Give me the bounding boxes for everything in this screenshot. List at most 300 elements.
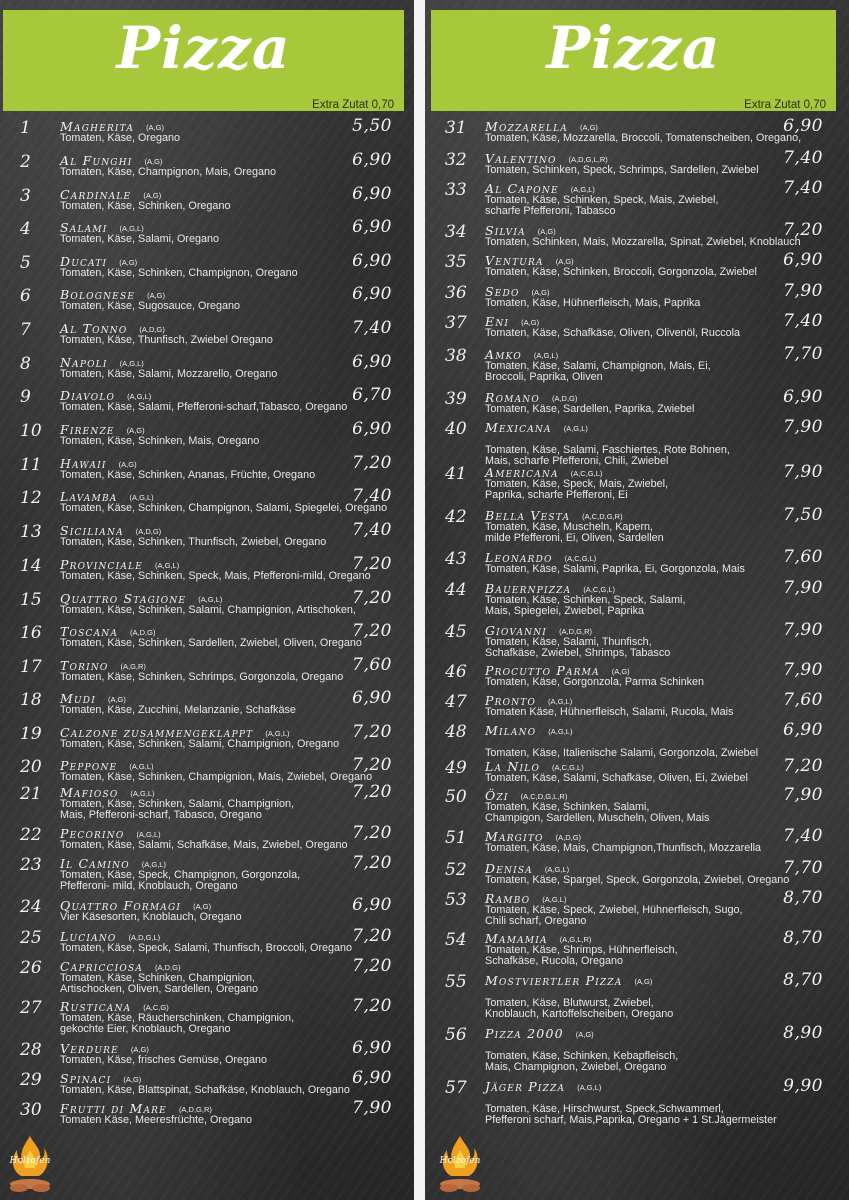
menu-item xyxy=(425,252,849,282)
item-number: 13 xyxy=(20,522,42,542)
item-name-text: Leonardo xyxy=(485,550,553,565)
item-number: 10 xyxy=(20,421,42,441)
item-ingredients: Tomaten Käse, Meeresfrüchte, Oregano xyxy=(60,1114,253,1126)
allergen-codes: (A,C,G,L) xyxy=(570,469,603,478)
item-price: 6,90 xyxy=(783,720,823,740)
allergen-codes: (A,G) xyxy=(130,1045,149,1054)
item-name-text: Amko xyxy=(485,347,522,362)
item-ingredients: Tomaten, Käse, Schinken, Salami, Champigon, Sardellen, Muscheln, Oliven, Mais xyxy=(485,801,710,824)
menu-item xyxy=(425,549,849,579)
menu-item xyxy=(0,1070,414,1100)
page-title: Pizza xyxy=(116,14,291,82)
item-number: 51 xyxy=(445,828,467,848)
allergen-codes: (A,G,L) xyxy=(198,595,223,604)
item-number: 39 xyxy=(445,389,467,409)
item-ingredients: Tomaten, Käse, Schinken, Champignon, Salami, Spiegelei, Oregano xyxy=(60,502,388,514)
item-price: 6,90 xyxy=(352,895,392,915)
item-name-text: Provinciale xyxy=(60,557,144,572)
item-name-text: Denisa xyxy=(485,861,533,876)
item-ingredients: Tomaten, Käse, Schinken, Speck, Salami, Mais, Spiegelei, Zwiebel, Paprika xyxy=(485,594,686,617)
item-number: 30 xyxy=(20,1100,42,1120)
item-number: 7 xyxy=(20,320,31,340)
menu-item xyxy=(0,782,414,821)
allergen-codes: (A,G) xyxy=(144,157,163,166)
menu-item xyxy=(0,421,414,451)
menu-item xyxy=(0,186,414,216)
allergen-codes: (A,G,L) xyxy=(577,1083,602,1092)
allergen-codes: (A,G,L) xyxy=(136,830,161,839)
item-price: 7,40 xyxy=(352,520,392,540)
menu-item xyxy=(0,354,414,384)
item-number: 27 xyxy=(20,998,42,1018)
item-number: 57 xyxy=(445,1078,467,1098)
item-ingredients: Tomaten, Käse, Blattspinat, Schafkäse, Knoblauch, Oregano xyxy=(60,1084,350,1096)
item-price: 5,50 xyxy=(352,116,392,136)
item-ingredients: Tomaten, Käse, Schinken, Salami, Champignion, Mais, Pfefferoni-scharf, Tabasco, Oregano xyxy=(60,798,295,821)
menu-item xyxy=(0,556,414,586)
item-ingredients: Tomaten, Käse, Sardellen, Paprika, Zwiebel xyxy=(485,403,695,415)
item-number: 53 xyxy=(445,890,467,910)
item-ingredients: Tomaten, Käse, Schinken, Thunfisch, Zwiebel, Oregano xyxy=(60,536,327,548)
item-ingredients: Tomaten, Käse, frisches Gemüse, Oregano xyxy=(60,1054,268,1066)
item-name-text: Diavolo xyxy=(60,388,116,403)
item-number: 4 xyxy=(20,219,31,239)
item-ingredients: Tomaten, Käse, Salami, Paprika, Ei, Gorgonzola, Mais xyxy=(485,563,745,575)
item-number: 46 xyxy=(445,662,467,682)
allergen-codes: (A,C,G,L) xyxy=(564,554,597,563)
item-name-text: Giovanni xyxy=(485,623,548,638)
item-price: 6,90 xyxy=(352,419,392,439)
menu-item xyxy=(425,462,849,501)
allergen-codes: (A,G) xyxy=(107,695,126,704)
item-price: 6,90 xyxy=(352,184,392,204)
item-name-text: Peppone xyxy=(60,758,118,773)
item-price: 7,20 xyxy=(352,588,392,608)
item-price: 7,90 xyxy=(783,417,823,437)
item-number: 3 xyxy=(20,186,31,206)
item-ingredients: Tomaten, Käse, Salami, Thunfisch, Schafkäse, Zwiebel, Shrimps, Tabasco xyxy=(485,636,671,659)
item-number: 23 xyxy=(20,855,42,875)
item-number: 20 xyxy=(20,757,42,777)
menu-item xyxy=(0,657,414,687)
menu-item xyxy=(0,825,414,855)
menu-item xyxy=(0,152,414,182)
menu-item xyxy=(0,724,414,754)
item-number: 17 xyxy=(20,657,42,677)
item-name xyxy=(485,420,588,435)
item-number: 8 xyxy=(20,354,31,374)
holzofen-logo-icon xyxy=(5,1132,55,1194)
item-number: 24 xyxy=(20,897,42,917)
item-ingredients: Tomaten, Käse, Schinken, Mais, Oregano xyxy=(60,435,260,447)
item-ingredients: Tomaten, Käse, Schinken, Ananas, Früchte, Oregano xyxy=(60,469,316,481)
item-name-text: Bauernpizza xyxy=(485,581,572,596)
menu-item xyxy=(0,897,414,927)
item-name-text: Americana xyxy=(485,465,559,480)
allergen-codes: (A,G,L,R) xyxy=(559,935,592,944)
allergen-codes: (A,G) xyxy=(531,288,550,297)
item-name-text: Milano xyxy=(485,723,537,738)
allergen-codes: (A,G,L) xyxy=(141,860,166,869)
item-price: 6,90 xyxy=(352,1038,392,1058)
menu-item xyxy=(0,690,414,720)
item-price: 7,50 xyxy=(783,505,823,525)
item-number: 14 xyxy=(20,556,42,576)
menu-panel-right xyxy=(425,0,849,1200)
item-ingredients: Tomaten, Käse, Italienische Salami, Gorgonzola, Zwiebel xyxy=(485,747,759,759)
item-price: 6,90 xyxy=(783,250,823,270)
item-name-text: Jäger Pizza xyxy=(485,1079,566,1094)
page-title: Pizza xyxy=(546,14,721,82)
item-name-text: Rusticana xyxy=(60,999,132,1014)
item-price: 7,20 xyxy=(352,996,392,1016)
menu-item xyxy=(0,118,414,148)
menu-item xyxy=(425,344,849,383)
menu-item xyxy=(0,1040,414,1070)
item-name-text: Mostviertler Pizza xyxy=(485,973,623,988)
item-ingredients: Tomaten, Käse, Shrimps, Hühnerfleisch, Schafkäse, Rucola, Oregano xyxy=(485,944,678,967)
item-name-text: Magherita xyxy=(60,119,135,134)
logo-text: Holzofen xyxy=(439,1156,481,1166)
item-number: 32 xyxy=(445,150,467,170)
menu-item xyxy=(0,956,414,995)
menu-item xyxy=(425,662,849,692)
allergen-codes: (A,G,L) xyxy=(127,392,152,401)
menu-item xyxy=(0,219,414,249)
item-price: 7,20 xyxy=(352,755,392,775)
item-price: 8,70 xyxy=(783,888,823,908)
allergen-codes: (A,G) xyxy=(579,123,598,132)
item-price: 6,90 xyxy=(352,217,392,237)
menu-item xyxy=(425,860,849,890)
item-number: 55 xyxy=(445,972,467,992)
menu-item xyxy=(425,389,849,419)
menu-item xyxy=(425,313,849,343)
item-price: 7,20 xyxy=(352,722,392,742)
item-price: 7,40 xyxy=(783,311,823,331)
allergen-codes: (A,G) xyxy=(146,123,164,132)
allergen-codes: (A,C,D,G,R) xyxy=(582,512,623,521)
allergen-codes: (A,D,G) xyxy=(135,527,162,536)
item-price: 9,90 xyxy=(783,1076,823,1096)
item-name xyxy=(485,1026,594,1041)
allergen-codes: (A,C,G,L) xyxy=(583,585,615,594)
allergen-codes: (A,C,G) xyxy=(143,1003,169,1012)
item-number: 29 xyxy=(20,1070,42,1090)
item-ingredients: Tomaten, Käse, Salami, Faschiertes, Rote Bohnen, Mais, scharfe Pfefferoni, Chili, Zwiebel xyxy=(485,444,730,467)
item-ingredients: Tomaten, Käse, Schinken, Salami, Champignion, Oregano xyxy=(60,738,340,750)
menu-item xyxy=(0,623,414,653)
menu-item xyxy=(0,590,414,620)
item-price: 7,20 xyxy=(352,823,392,843)
allergen-codes: (A,G,L) xyxy=(533,351,559,360)
allergen-codes: (A,G,L) xyxy=(129,493,154,502)
item-name-text: Pizza 2000 xyxy=(485,1026,564,1041)
item-name-text: Bella Vesta xyxy=(485,508,571,523)
item-price: 7,90 xyxy=(783,578,823,598)
allergen-codes: (A,C,D,G,L,R) xyxy=(520,792,568,801)
allergen-codes: (A,G) xyxy=(147,291,166,300)
item-price: 7,90 xyxy=(783,281,823,301)
menu-item xyxy=(425,417,849,467)
item-price: 6,90 xyxy=(352,251,392,271)
item-number: 34 xyxy=(445,222,467,242)
allergen-codes: (A,G) xyxy=(119,258,138,267)
item-number: 42 xyxy=(445,507,467,527)
item-name-text: Mudi xyxy=(60,691,96,706)
item-name-text: Romano xyxy=(485,390,540,405)
item-name-text: Toscana xyxy=(60,624,119,639)
item-ingredients: Tomaten, Käse, Champignon, Mais, Oregano xyxy=(60,166,277,178)
allergen-codes: (A,D,G,L,R) xyxy=(568,155,608,164)
allergen-codes: (A,G) xyxy=(193,902,212,911)
allergen-codes: (A,G,L) xyxy=(542,895,567,904)
item-name-text: Ventura xyxy=(485,253,544,268)
menu-item xyxy=(425,828,849,858)
allergen-codes: (A,G,L) xyxy=(563,424,588,433)
item-ingredients: Tomaten, Käse, Schinken, Broccoli, Gorgonzola, Zwiebel xyxy=(485,266,757,278)
extra-topping-price: Extra Zutat 0,70 xyxy=(312,99,394,111)
item-name-text: Mamamia xyxy=(485,931,548,946)
item-name-text: Mafioso xyxy=(60,785,119,800)
item-ingredients: Tomaten, Käse, Schinken, Champignon, Oregano xyxy=(60,267,298,279)
item-price: 7,90 xyxy=(783,660,823,680)
extra-topping-price: Extra Zutat 0,70 xyxy=(744,99,826,111)
item-name-text: Capricciosa xyxy=(60,959,144,974)
header-banner xyxy=(3,10,404,111)
item-ingredients: Tomaten, Käse, Salami, Pfefferoni-scharf,Tabasco, Oregano xyxy=(60,401,348,413)
menu-item xyxy=(0,253,414,283)
item-number: 26 xyxy=(20,958,42,978)
item-name-text: Ducati xyxy=(60,254,108,269)
menu-item xyxy=(0,928,414,958)
item-price: 7,20 xyxy=(352,453,392,473)
item-ingredients: Tomaten, Käse, Schinken, Schrimps, Gorgonzola, Oregano xyxy=(60,671,344,683)
item-number: 52 xyxy=(445,860,467,880)
item-ingredients: Vier Käsesorten, Knoblauch, Oregano xyxy=(60,911,242,923)
item-price: 7,20 xyxy=(783,756,823,776)
allergen-codes: (A,G,L) xyxy=(119,224,144,233)
item-name-text: Valentino xyxy=(485,151,557,166)
menu-item xyxy=(0,488,414,518)
allergen-codes: (A,G,L) xyxy=(544,865,570,874)
allergen-codes: (A,C,G,L) xyxy=(552,763,584,772)
item-ingredients: Tomaten, Käse, Thunfisch, Zwiebel Oregano xyxy=(60,334,273,346)
menu-item xyxy=(425,888,849,927)
allergen-codes: (A,G) xyxy=(118,460,137,469)
allergen-codes: (A,G,R) xyxy=(120,662,146,671)
item-price: 7,60 xyxy=(783,690,823,710)
item-price: 7,90 xyxy=(352,1098,392,1118)
item-number: 35 xyxy=(445,252,467,272)
item-name xyxy=(485,973,652,988)
item-number: 56 xyxy=(445,1025,467,1045)
item-number: 2 xyxy=(20,152,31,172)
allergen-codes: (A,G) xyxy=(123,1075,142,1084)
menu-item xyxy=(0,853,414,892)
item-price: 7,90 xyxy=(783,620,823,640)
allergen-codes: (A,D,G,R) xyxy=(559,627,592,636)
item-price: 6,90 xyxy=(352,352,392,372)
item-name-text: Al Funghi xyxy=(60,153,133,168)
menu-item xyxy=(425,505,849,544)
item-price: 7,40 xyxy=(352,486,392,506)
allergen-codes: (A,G) xyxy=(634,977,653,986)
item-ingredients: Tomaten, Käse, Salami, Mozzarello, Oregano xyxy=(60,368,278,380)
item-price: 7,20 xyxy=(352,554,392,574)
item-number: 45 xyxy=(445,622,467,642)
allergen-codes: (A,D,G) xyxy=(155,963,181,972)
menu-item xyxy=(425,178,849,217)
item-ingredients: Tomaten, Käse, Hirschwurst, Speck,Schwammerl, Pfefferoni scharf, Mais,Paprika, Oregano + 1 St.Jägermeister xyxy=(485,1103,777,1126)
allergen-codes: (A,D,G) xyxy=(139,325,165,334)
item-name-text: Luciano xyxy=(60,929,117,944)
item-name xyxy=(485,1079,601,1094)
item-price: 7,60 xyxy=(352,655,392,675)
menu-item xyxy=(0,387,414,417)
item-ingredients: Tomaten, Käse, Mozzarella, Broccoli, Tomatenscheiben, Oregano, xyxy=(485,132,802,144)
item-number: 37 xyxy=(445,313,467,333)
item-price: 8,90 xyxy=(783,1023,823,1043)
menu-item xyxy=(425,118,849,148)
item-ingredients: Tomaten, Käse, Schinken, Speck, Mais, Pfefferoni-mild, Oregano xyxy=(60,570,371,582)
item-ingredients: Tomaten, Käse, Salami, Schafkäse, Oliven, Ei, Zwiebel xyxy=(485,772,748,784)
menu-item xyxy=(425,578,849,617)
item-name-text: Pecorino xyxy=(60,826,125,841)
item-name-text: Eni xyxy=(485,314,510,329)
item-ingredients: Tomaten, Käse, Schinken, Sardellen, Zwiebel, Oliven, Oregano xyxy=(60,637,362,649)
allergen-codes: (A,D,G) xyxy=(130,628,156,637)
item-ingredients: Tomaten, Käse, Schinken, Kebapfleisch, Mais, Champignon, Zwiebel, Oregano xyxy=(485,1050,679,1073)
item-number: 33 xyxy=(445,180,467,200)
menu-item xyxy=(425,283,849,313)
item-name-text: Napoli xyxy=(60,355,108,370)
item-name-text: Al Tonno xyxy=(60,321,128,336)
allergen-codes: (A,D,G) xyxy=(551,394,578,403)
item-name-text: Özi xyxy=(485,788,509,803)
menu-item xyxy=(0,320,414,350)
item-number: 43 xyxy=(445,549,467,569)
item-name-text: Spinaci xyxy=(60,1071,112,1086)
item-ingredients: Tomaten, Käse, Schinken, Speck, Mais, Zwiebel, scharfe Pfefferoni, Tabasco xyxy=(485,194,719,217)
item-number: 15 xyxy=(20,590,42,610)
allergen-codes: (A,G,L) xyxy=(119,359,144,368)
menu-item xyxy=(425,620,849,659)
allergen-codes: (A,D,G,R) xyxy=(178,1105,212,1114)
item-number: 47 xyxy=(445,692,467,712)
item-price: 6,90 xyxy=(352,688,392,708)
item-ingredients: Tomaten, Käse, Muscheln, Kapern, milde Pfefferoni, Ei, Oliven, Sardellen xyxy=(485,521,664,544)
item-name-text: Frutti di Mare xyxy=(60,1101,167,1116)
item-number: 5 xyxy=(20,253,31,273)
allergen-codes: (A,G,L) xyxy=(548,727,573,736)
menu-item xyxy=(425,222,849,252)
item-name-text: Verdure xyxy=(60,1041,119,1056)
item-price: 7,70 xyxy=(783,858,823,878)
item-name-text: Siciliana xyxy=(60,523,124,538)
header-banner xyxy=(431,10,836,111)
item-number: 41 xyxy=(445,464,467,484)
item-name-text: Firenze xyxy=(60,422,115,437)
allergen-codes: (A,G,L) xyxy=(129,762,154,771)
menu-item xyxy=(425,785,849,824)
allergen-codes: (A,G) xyxy=(555,257,574,266)
item-ingredients: Tomaten, Käse, Schinken, Champignion, Artischocken, Oliven, Sardellen, Oregano xyxy=(60,972,259,995)
item-number: 50 xyxy=(445,787,467,807)
item-price: 6,90 xyxy=(783,116,823,136)
item-price: 6,90 xyxy=(783,387,823,407)
item-number: 11 xyxy=(20,455,42,475)
item-number: 21 xyxy=(20,784,42,804)
logo-text: Holzofen xyxy=(9,1156,51,1166)
item-price: 6,90 xyxy=(352,1068,392,1088)
item-name-text: Mexicana xyxy=(485,420,552,435)
item-name-text: Pronto xyxy=(485,693,537,708)
item-name-text: Quattro Stagione xyxy=(60,591,187,606)
item-ingredients: Tomaten, Schinken, Speck, Schrimps, Sardellen, Zwiebel xyxy=(485,164,759,176)
menu-item xyxy=(0,455,414,485)
item-name-text: Rambo xyxy=(485,891,531,906)
item-number: 40 xyxy=(445,419,467,439)
allergen-codes: (A,G) xyxy=(575,1030,594,1039)
item-price: 7,20 xyxy=(352,926,392,946)
menu-item xyxy=(425,1023,849,1073)
item-ingredients: Tomaten, Käse, Schinken, Salami, Champignion, Artischoken, xyxy=(60,604,356,616)
menu-item xyxy=(0,996,414,1035)
item-name-text: Salami xyxy=(60,220,108,235)
item-ingredients: Tomaten, Käse, Salami, Champignon, Mais, Ei, Broccoli, Paprika, Oliven xyxy=(485,360,711,383)
allergen-codes: (A,G,L) xyxy=(130,789,155,798)
menu-item xyxy=(0,1100,414,1130)
item-ingredients: Tomaten, Käse, Zucchini, Melanzanie, Schafkäse xyxy=(60,704,296,716)
item-name-text: Torino xyxy=(60,658,109,673)
item-number: 48 xyxy=(445,722,467,742)
item-name-text: Calzone zusammengeklappt xyxy=(60,725,254,740)
menu-item xyxy=(425,692,849,722)
item-number: 12 xyxy=(20,488,42,508)
item-number: 31 xyxy=(445,118,467,138)
menu-item xyxy=(425,758,849,788)
menu-item xyxy=(425,928,849,967)
allergen-codes: (A,G) xyxy=(126,426,145,435)
item-ingredients: Tomaten, Käse, Salami, Schafkäse, Mais, Zwiebel, Oregano xyxy=(60,839,348,851)
item-price: 7,60 xyxy=(783,547,823,567)
item-ingredients: Tomaten, Käse, Speck, Champignon, Gorgonzola, Pfefferoni- mild, Knoblauch, Oregano xyxy=(60,869,301,892)
item-name-text: Hawaii xyxy=(60,456,107,471)
item-price: 7,40 xyxy=(783,826,823,846)
item-name-text: Cardinale xyxy=(60,187,132,202)
menu-item xyxy=(425,150,849,180)
item-number: 36 xyxy=(445,283,467,303)
item-price: 7,90 xyxy=(783,785,823,805)
menu-item xyxy=(425,1076,849,1126)
menu-item xyxy=(0,286,414,316)
item-price: 6,90 xyxy=(352,284,392,304)
allergen-codes: (A,G,L) xyxy=(548,697,573,706)
allergen-codes: (A,G) xyxy=(521,318,540,327)
allergen-codes: (A,G) xyxy=(143,191,162,200)
item-price: 6,70 xyxy=(352,385,392,405)
item-ingredients: Tomaten, Käse, Speck, Zwiebel, Hühnerfleisch, Sugo, Chili scharf, Oregano xyxy=(485,904,743,927)
allergen-codes: (A,G,L) xyxy=(155,561,180,570)
item-number: 19 xyxy=(20,724,42,744)
item-name-text: Procutto Parma xyxy=(485,663,600,678)
menu-item xyxy=(425,720,849,759)
item-ingredients: Tomaten, Käse, Speck, Mais, Zwiebel, Paprika, scharfe Pfefferoni, Ei xyxy=(485,478,669,501)
item-price: 7,40 xyxy=(783,148,823,168)
item-price: 6,90 xyxy=(352,150,392,170)
item-number: 49 xyxy=(445,758,467,778)
